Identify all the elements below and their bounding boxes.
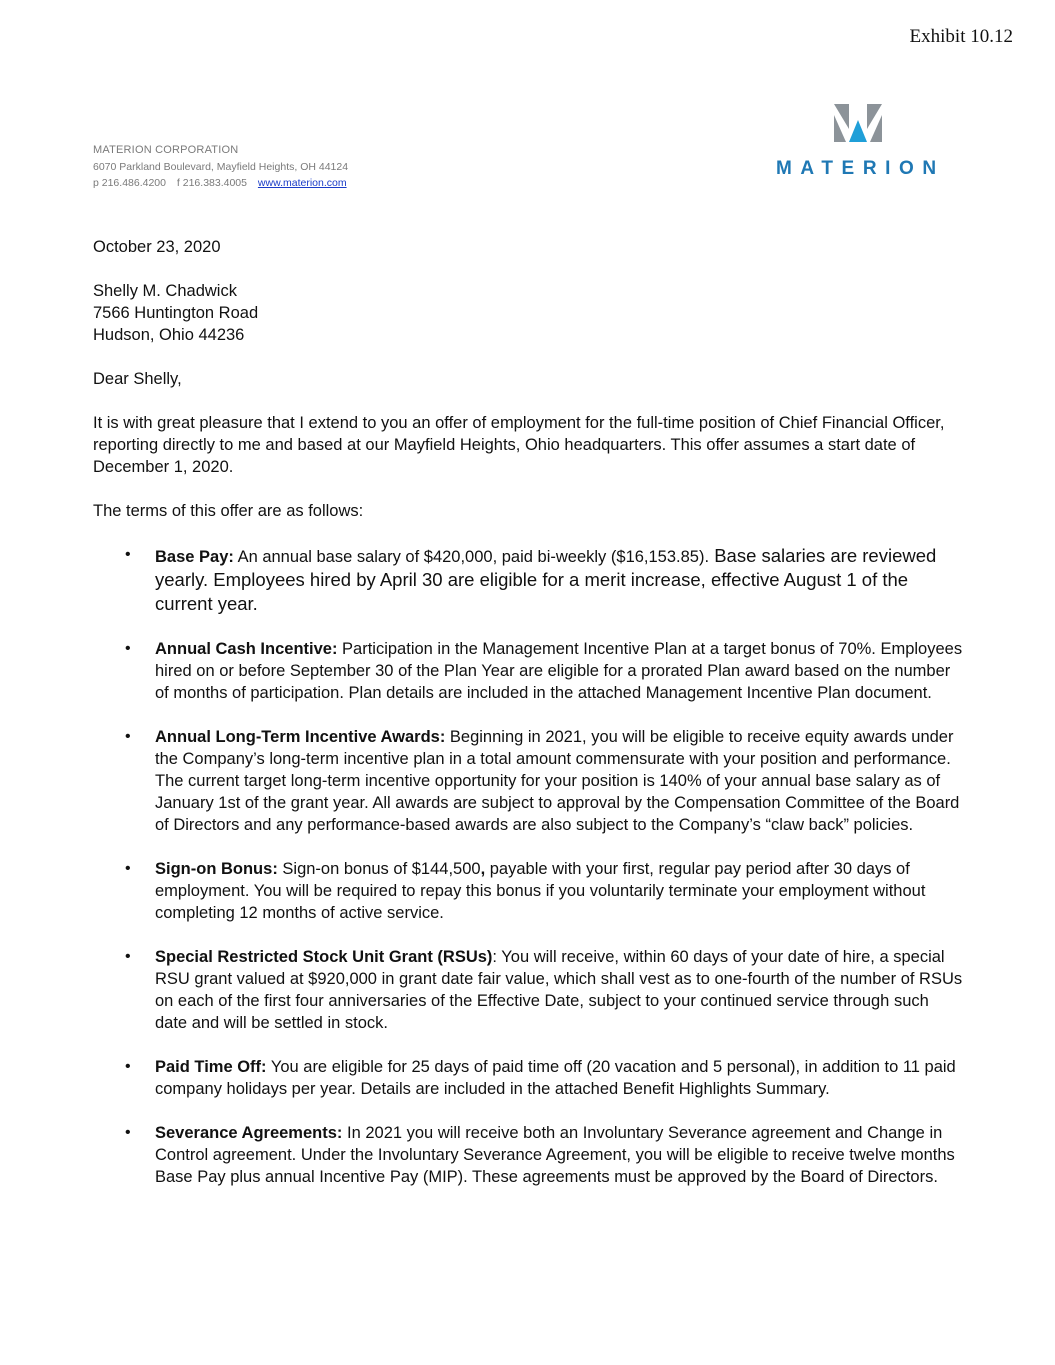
term-label: Severance Agreements: bbox=[155, 1124, 343, 1142]
term-label: Annual Long-Term Incentive Awards: bbox=[155, 728, 446, 746]
term-long-term-incentive bbox=[93, 726, 963, 836]
bullet-icon: • bbox=[125, 546, 131, 563]
intro-paragraph: It is with great pleasure that I extend to you an offer of employment for the full-time position of Chief Financial Officer, reporting directly to me and based at our Mayfield Heights, Ohio headquarters. This offer assumes a start date of December 1, 2020. bbox=[93, 414, 945, 476]
term-text-large: Base salaries are reviewed yearly. Employees hired by April 30 are eligible for a merit increase, effective August 1 of the current year. bbox=[155, 545, 937, 614]
website-link[interactable]: www.materion.com bbox=[257, 177, 347, 189]
bullet-icon: • bbox=[125, 948, 131, 965]
letter-date: October 23, 2020 bbox=[93, 238, 221, 256]
term-text: : You will receive, within 60 days of your date of hire, a special RSU grant valued at $920,000 in grant date fair value, which shall vest as to one-fourth of the number of RSUs on each of the first four anniversaries of the Effective Date, subject to your continued service through such date and will be settled in stock. bbox=[155, 948, 963, 1032]
company-name: MATERION CORPORATION bbox=[93, 144, 239, 156]
fax-number: f 216.383.4005 bbox=[176, 177, 247, 189]
term-text: Participation in the Management Incentive Plan at a target bonus of 70%. Employees hired on or before September 30 of the Plan Year are eligible for a prorated Plan award based on the number of months of participation. Plan details are included in the attached Management Incentive Plan document. bbox=[155, 640, 963, 702]
recipient-city: Hudson, Ohio 44236 bbox=[93, 326, 245, 344]
term-annual-cash-incentive bbox=[93, 638, 963, 704]
term-text: Sign-on bonus of $144,500 bbox=[277, 860, 481, 878]
recipient-name: Shelly M. Chadwick bbox=[93, 282, 237, 300]
bullet-icon: • bbox=[125, 1058, 131, 1075]
term-text: You are eligible for 25 days of paid time off (20 vacation and 5 personal), in addition to 11 paid company holidays per year. Details are included in the attached Benefit Highlights Summary. bbox=[155, 1058, 956, 1098]
bullet-icon: • bbox=[125, 860, 131, 877]
recipient-street: 7566 Huntington Road bbox=[93, 304, 259, 322]
term-severance-agreements bbox=[93, 1122, 963, 1188]
contact-line bbox=[93, 175, 348, 192]
term-label: Annual Cash Incentive: bbox=[155, 640, 338, 658]
term-text: In 2021 you will receive both an Involuntary Severance agreement and Change in Control agreement. Under the Involuntary Severance Agreement, you will be eligible to receive twelve months Base Pay plus annual Incentive Pay (MIP). These agreements must be approved by the Board of Directors. bbox=[155, 1124, 955, 1186]
company-address: 6070 Parkland Boulevard, Mayfield Heights, OH 44124 bbox=[93, 160, 349, 173]
letter-body bbox=[93, 236, 963, 1210]
letterhead bbox=[93, 142, 348, 192]
term-text: An annual base salary of $420,000, paid bi-weekly ($16,153.85). bbox=[233, 548, 710, 566]
phone-number: p 216.486.4200 bbox=[93, 177, 166, 189]
term-text: Beginning in 2021, you will be eligible to receive equity awards under the Company’s long-term incentive plan in a total amount commensurate with your position and performance. The current target long-term incentive opportunity for your position is 140% of your annual base salary as of January 1st of the grant year. All awards are subject to approval by the Compensation Committee of the Board of Directors and any performance-based awards are also subject to the Company’s “claw back” policies. bbox=[155, 728, 960, 834]
terms-list bbox=[93, 544, 963, 1188]
term-label: Special Restricted Stock Unit Grant (RSUs) bbox=[155, 948, 493, 966]
logo-wordmark: MATERION bbox=[776, 158, 945, 179]
term-sign-on-bonus bbox=[93, 858, 963, 924]
term-rsu-grant bbox=[93, 946, 963, 1034]
bullet-icon: • bbox=[125, 640, 131, 657]
term-text-continued: payable with your first, regular pay period after 30 days of employment. You will be required to repay this bonus if you voluntarily terminate your employment without completing 12 months of active service. bbox=[155, 860, 926, 922]
term-base-pay bbox=[93, 544, 963, 616]
bullet-icon: • bbox=[125, 728, 131, 745]
term-paid-time-off bbox=[93, 1056, 963, 1100]
term-label: Base Pay: bbox=[155, 548, 234, 566]
term-bold-comma: , bbox=[480, 860, 486, 878]
recipient-address bbox=[93, 280, 963, 346]
materion-logo bbox=[776, 104, 945, 184]
logo-mark-icon bbox=[834, 104, 882, 144]
exhibit-label: Exhibit 10.12 bbox=[909, 26, 1013, 47]
term-label: Paid Time Off: bbox=[155, 1058, 267, 1076]
salutation: Dear Shelly, bbox=[93, 370, 182, 388]
terms-intro: The terms of this offer are as follows: bbox=[93, 502, 364, 520]
bullet-icon: • bbox=[125, 1124, 131, 1141]
term-label: Sign-on Bonus: bbox=[155, 860, 278, 878]
